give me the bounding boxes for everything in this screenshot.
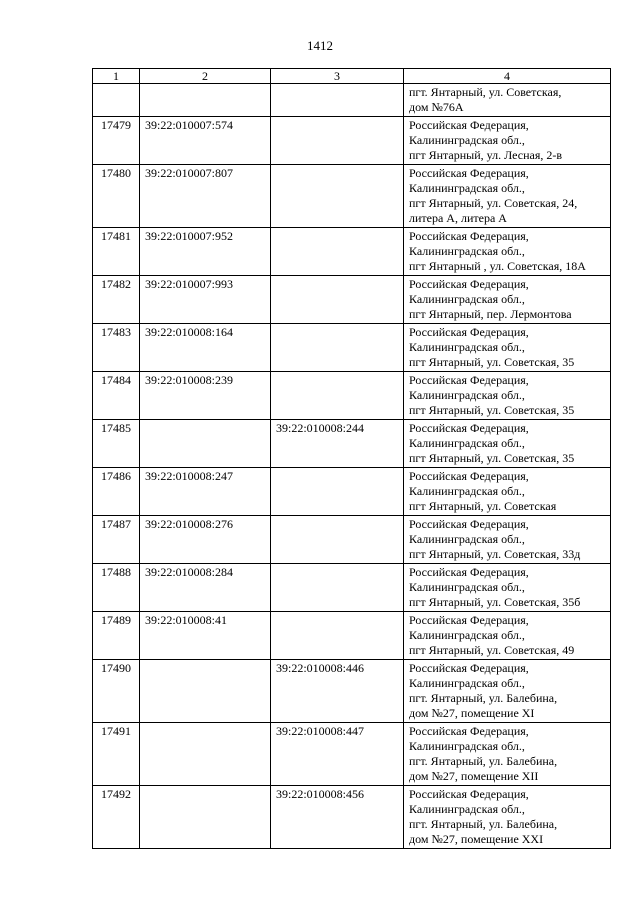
address-line: дом №27, помещение XII (409, 769, 539, 783)
record-number-cell: 17488 (93, 564, 140, 612)
address-line: пгт Янтарный , ул. Советская, 18А (409, 259, 586, 273)
record-number-cell: 17479 (93, 117, 140, 165)
address-line: пгт Янтарный, ул. Лесная, 2-в (409, 148, 563, 162)
cadastral-number-cell (140, 786, 271, 849)
cadastral-number-cell: 39:22:010008:164 (140, 324, 271, 372)
table-row (93, 516, 611, 564)
address-line: Калининградская обл., (409, 181, 525, 195)
address-line: Калининградская обл., (409, 292, 525, 306)
cadastral-number-cell: 39:22:010008:41 (140, 612, 271, 660)
address-line: Российская Федерация, (409, 277, 529, 291)
address-line: Калининградская обл., (409, 484, 525, 498)
cadastral-number-cell: 39:22:010007:807 (140, 165, 271, 228)
address-cell (404, 228, 611, 276)
address-line: Российская Федерация, (409, 325, 529, 339)
address-cell (404, 786, 611, 849)
address-line: Калининградская обл., (409, 802, 525, 816)
record-number-cell: 17484 (93, 372, 140, 420)
address-cell (404, 372, 611, 420)
address-line: пгт Янтарный, ул. Советская (409, 499, 557, 513)
cadastral-number-cell (140, 84, 271, 117)
table-row (93, 612, 611, 660)
address-line: Калининградская обл., (409, 340, 525, 354)
address-line: Российская Федерация, (409, 613, 529, 627)
address-line: Российская Федерация, (409, 724, 529, 738)
address-line: Калининградская обл., (409, 676, 525, 690)
record-number-cell: 17483 (93, 324, 140, 372)
address-cell (404, 564, 611, 612)
address-line: Российская Федерация, (409, 661, 529, 675)
address-line: Российская Федерация, (409, 118, 529, 132)
address-line: Российская Федерация, (409, 469, 529, 483)
related-cadastral-number-cell (271, 372, 404, 420)
address-line: дом №27, помещение XI (409, 706, 535, 720)
record-number-cell: 17486 (93, 468, 140, 516)
address-line: пгт Янтарный, ул. Советская, 35 (409, 451, 575, 465)
related-cadastral-number-cell (271, 276, 404, 324)
cadastral-number-cell: 39:22:010008:239 (140, 372, 271, 420)
record-number-cell: 17481 (93, 228, 140, 276)
related-cadastral-number-cell (271, 324, 404, 372)
cadastral-number-cell (140, 723, 271, 786)
table-header-row (93, 69, 611, 84)
page-number: 1412 (307, 38, 333, 53)
address-line: Российская Федерация, (409, 787, 529, 801)
address-line: Российская Федерация, (409, 373, 529, 387)
address-line: пгт Янтарный, ул. Советская, 35 (409, 355, 575, 369)
table-row (93, 420, 611, 468)
related-cadastral-number-cell (271, 564, 404, 612)
address-cell (404, 516, 611, 564)
record-number-cell: 17490 (93, 660, 140, 723)
cadastral-number-cell: 39:22:010007:574 (140, 117, 271, 165)
registry-table (92, 68, 611, 849)
address-line: пгт. Янтарный, ул. Советская, (409, 85, 562, 99)
cadastral-number-cell (140, 420, 271, 468)
address-line: Калининградская обл., (409, 388, 525, 402)
address-line: Российская Федерация, (409, 166, 529, 180)
cadastral-number-cell: 39:22:010008:276 (140, 516, 271, 564)
address-line: пгт Янтарный, ул. Советская, 49 (409, 643, 575, 657)
address-line: дом №27, помещение XXI (409, 832, 544, 846)
address-line: пгт Янтарный, пер. Лермонтова (409, 307, 572, 321)
cadastral-number-cell: 39:22:010008:247 (140, 468, 271, 516)
address-line: Калининградская обл., (409, 739, 525, 753)
record-number-cell: 17491 (93, 723, 140, 786)
table-row (93, 468, 611, 516)
column-header-2: 2 (140, 69, 271, 84)
related-cadastral-number-cell: 39:22:010008:244 (271, 420, 404, 468)
address-cell (404, 723, 611, 786)
address-cell (404, 468, 611, 516)
column-header-3: 3 (271, 69, 404, 84)
address-line: Калининградская обл., (409, 580, 525, 594)
table-row (93, 324, 611, 372)
record-number-cell: 17487 (93, 516, 140, 564)
related-cadastral-number-cell: 39:22:010008:456 (271, 786, 404, 849)
table-row (93, 660, 611, 723)
address-line: Российская Федерация, (409, 229, 529, 243)
related-cadastral-number-cell: 39:22:010008:447 (271, 723, 404, 786)
table-row (93, 276, 611, 324)
cadastral-number-cell (140, 660, 271, 723)
address-cell (404, 660, 611, 723)
address-line: Калининградская обл., (409, 244, 525, 258)
address-cell (404, 324, 611, 372)
address-line: Российская Федерация, (409, 517, 529, 531)
address-cell (404, 84, 611, 117)
table-row (93, 372, 611, 420)
related-cadastral-number-cell: 39:22:010008:446 (271, 660, 404, 723)
address-line: Российская Федерация, (409, 421, 529, 435)
record-number-cell: 17482 (93, 276, 140, 324)
address-line: пгт. Янтарный, ул. Балебина, (409, 817, 558, 831)
related-cadastral-number-cell (271, 84, 404, 117)
table-row (93, 564, 611, 612)
address-line: пгт Янтарный, ул. Советская, 35 (409, 403, 575, 417)
table-row (93, 723, 611, 786)
related-cadastral-number-cell (271, 117, 404, 165)
table-row (93, 165, 611, 228)
address-line: пгт Янтарный, ул. Советская, 24, (409, 196, 578, 210)
address-line: Калининградская обл., (409, 436, 525, 450)
address-line: пгт. Янтарный, ул. Балебина, (409, 691, 558, 705)
address-line: литера А, литера А (409, 211, 507, 225)
table-row (93, 84, 611, 117)
table-row (93, 117, 611, 165)
address-cell (404, 165, 611, 228)
address-line: Калининградская обл., (409, 532, 525, 546)
record-number-cell: 17485 (93, 420, 140, 468)
related-cadastral-number-cell (271, 612, 404, 660)
cadastral-number-cell: 39:22:010008:284 (140, 564, 271, 612)
address-line: пгт Янтарный, ул. Советская, 35б (409, 595, 581, 609)
address-cell (404, 420, 611, 468)
record-number-cell: 17492 (93, 786, 140, 849)
related-cadastral-number-cell (271, 516, 404, 564)
address-line: дом №76А (409, 100, 464, 114)
record-number-cell: 17480 (93, 165, 140, 228)
column-header-4: 4 (404, 69, 611, 84)
record-number-cell (93, 84, 140, 117)
address-cell (404, 117, 611, 165)
column-header-1: 1 (93, 69, 140, 84)
cadastral-number-cell: 39:22:010007:993 (140, 276, 271, 324)
related-cadastral-number-cell (271, 228, 404, 276)
record-number-cell: 17489 (93, 612, 140, 660)
address-line: Российская Федерация, (409, 565, 529, 579)
table-body (93, 84, 611, 849)
address-line: пгт. Янтарный, ул. Балебина, (409, 754, 558, 768)
address-cell (404, 612, 611, 660)
table-row (93, 786, 611, 849)
cadastral-number-cell: 39:22:010007:952 (140, 228, 271, 276)
address-cell (404, 276, 611, 324)
related-cadastral-number-cell (271, 468, 404, 516)
related-cadastral-number-cell (271, 165, 404, 228)
address-line: пгт Янтарный, ул. Советская, 33д (409, 547, 581, 561)
address-line: Калининградская обл., (409, 628, 525, 642)
address-line: Калининградская обл., (409, 133, 525, 147)
table-row (93, 228, 611, 276)
